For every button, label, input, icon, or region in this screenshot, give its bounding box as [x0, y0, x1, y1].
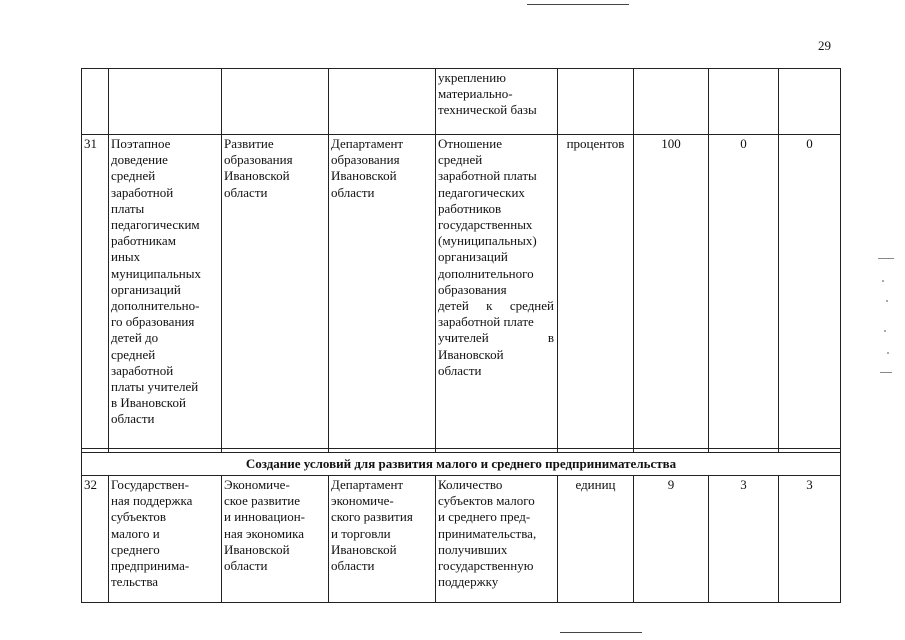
state-program: Развитие образования Ивановской области — [222, 135, 329, 453]
scan-artifact-top — [527, 4, 629, 5]
measures-table — [81, 68, 841, 603]
target-value-2: 3 — [709, 476, 779, 603]
row-number: 31 — [81, 135, 109, 453]
measure-name: Государствен- ная поддержка субъектов малого и среднего предпринима- тельства — [109, 476, 222, 603]
margin-scan-dot — [882, 280, 884, 282]
indicator-description: Отношение средней заработной платы педагогических работников государственных (муниципальных) организаций дополнительного образования детей к средней заработной плате учителей в Ивановской области — [436, 135, 558, 453]
measure-name: Поэтапное доведение средней заработной платы педагогическим работникам иных муниципальных организаций дополнительно- го образования детей до средней заработной платы учителей в Ивановской области — [109, 135, 222, 453]
margin-scan-dot — [887, 352, 889, 354]
page-number: 29 — [818, 38, 831, 53]
table-cell — [329, 68, 436, 135]
responsible-executor: Департамент экономиче- ского развития и торговли Ивановской области — [329, 476, 436, 603]
table-cell — [109, 68, 222, 135]
margin-scan-mark — [878, 258, 894, 259]
scan-artifact-bottom — [560, 632, 642, 633]
table-cell — [558, 68, 634, 135]
target-value-3: 3 — [779, 476, 841, 603]
responsible-executor: Департамент образования Ивановской области — [329, 135, 436, 453]
section-heading: Создание условий для развития малого и среднего предпринимательства — [81, 453, 841, 476]
unit-of-measure: процентов — [558, 135, 634, 453]
margin-scan-dot — [884, 330, 886, 332]
table-cell — [81, 68, 109, 135]
target-value-2: 0 — [709, 135, 779, 453]
unit-of-measure: единиц — [558, 476, 634, 603]
margin-scan-dot — [886, 300, 888, 302]
table-cell — [634, 68, 709, 135]
indicator-description: Количество субъектов малого и среднего пред- принимательства, получивших государственную поддержку — [436, 476, 558, 603]
indicator-continuation: укреплению материально- технической базы — [436, 68, 558, 135]
table-cell — [779, 68, 841, 135]
target-value-1: 9 — [634, 476, 709, 603]
target-value-3: 0 — [779, 135, 841, 453]
table-cell — [222, 68, 329, 135]
target-value-1: 100 — [634, 135, 709, 453]
row-number: 32 — [81, 476, 109, 603]
margin-scan-mark — [880, 372, 892, 373]
table-cell — [709, 68, 779, 135]
state-program: Экономиче- ское развитие и инновацион- ная экономика Ивановской области — [222, 476, 329, 603]
